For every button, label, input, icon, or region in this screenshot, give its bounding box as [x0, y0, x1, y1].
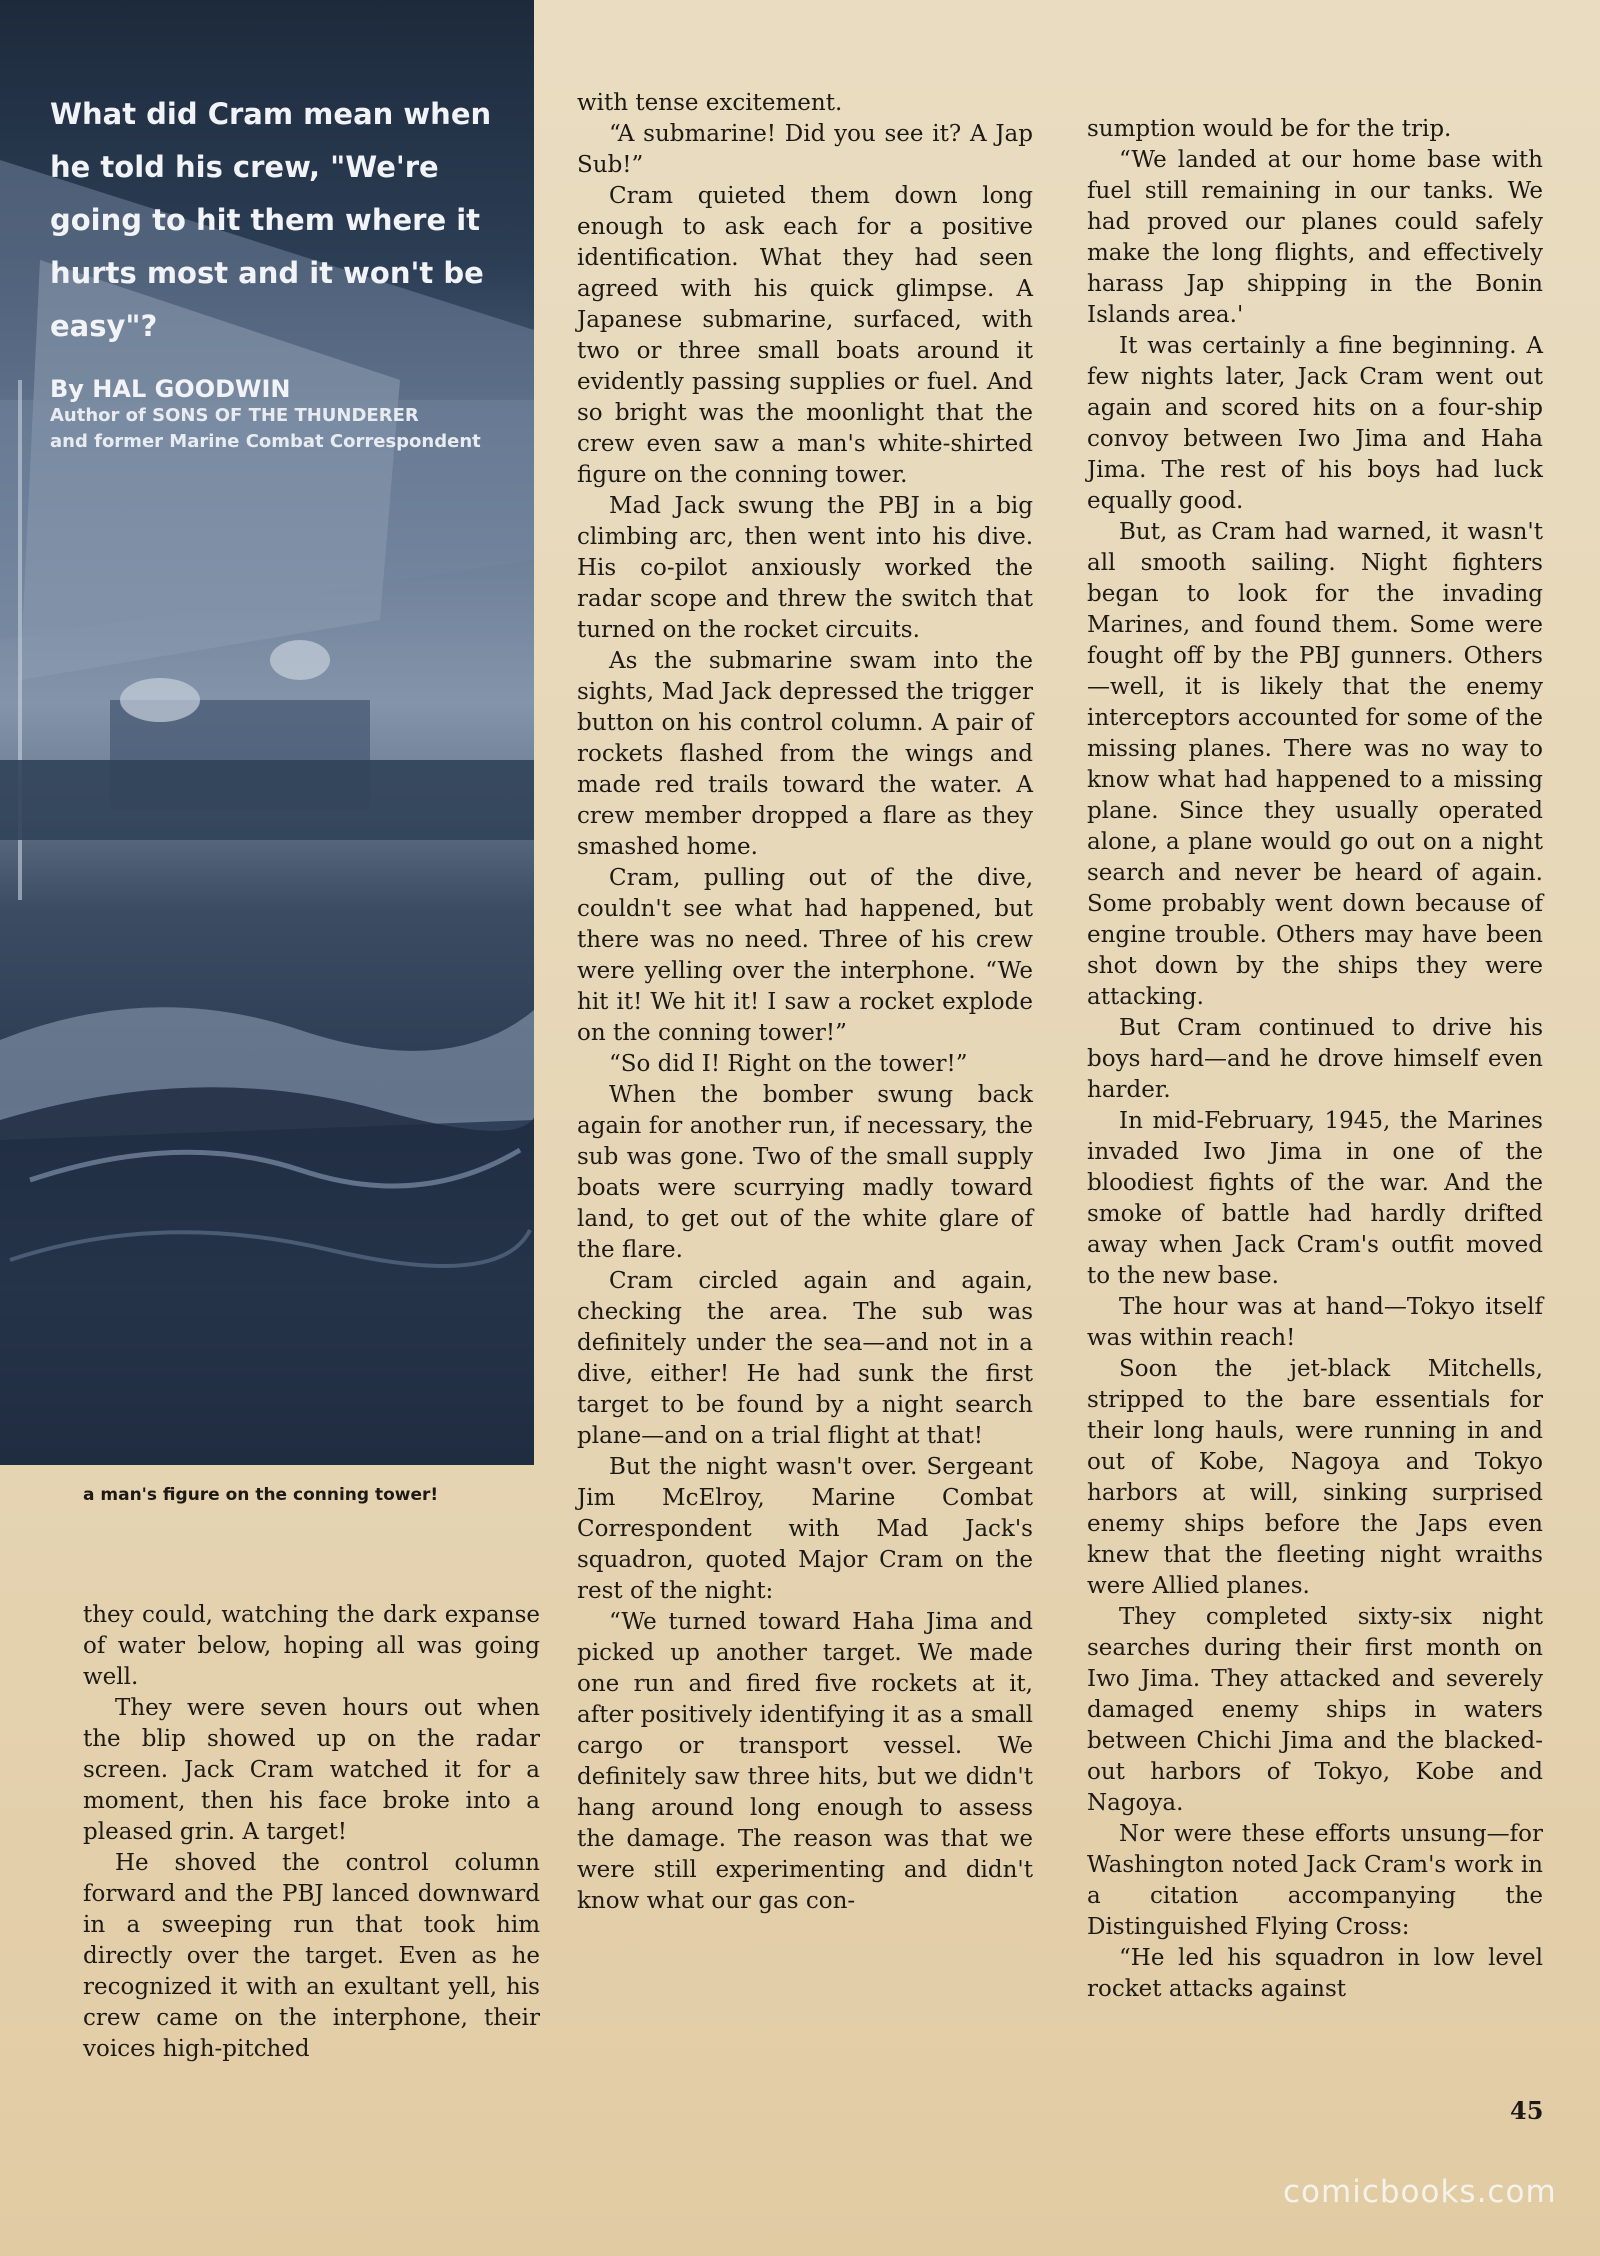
paragraph: Soon the jet-black Mitchells, stripped to the bare essentials for their long hauls, were running in and out of Kobe, Nagoya and Tokyo harbors at will, sinking surprised enemy ships before the Japs even knew that the fleeting night wraiths were Allied planes.: [1087, 1356, 1543, 1599]
paragraph: sumption would be for the trip.: [1087, 116, 1452, 142]
author-credit-2: and former Marine Combat Correspondent: [50, 431, 481, 452]
site-watermark: comicbooks.com: [1283, 2174, 1557, 2210]
paragraph: Mad Jack swung the PBJ in a big climbing arc, then went into his dive. His co-pilot anxiously worked the radar scope and threw the switch that turned on the rocket circuits.: [577, 493, 1033, 643]
paragraph: But the night wasn't over. Sergeant Jim McElroy, Marine Combat Correspondent with Mad Jack's squadron, quoted Major Cram on the rest of the night:: [577, 1454, 1033, 1604]
intro-question: What did Cram mean when he told his crew, "We're going to hit them where it hurts most and it won't be easy"?: [50, 97, 492, 343]
paragraph: “A submarine! Did you see it? A Jap Sub!”: [577, 121, 1033, 178]
paragraph: “We turned toward Haha Jima and picked up another target. We made one run and fired five rockets at it, after positively identifying it as a small cargo or transport vessel. We definitely saw three hits, but we didn't hang around long enough to assess the damage. The reason was that we were still experimenting and didn't know what our gas con-: [577, 1609, 1033, 1914]
author-byline: By HAL GOODWIN: [50, 375, 291, 403]
paragraph: It was certainly a fine beginning. A few nights later, Jack Cram went out again and scored hits on a four-ship convoy between Iwo Jima and Haha Jima. The rest of his boys had luck equally good.: [1087, 333, 1543, 514]
paragraph: They completed sixty-six night searches during their first month on Iwo Jima. They attacked and severely damaged enemy ships in waters between Chichi Jima and the blacked-out harbors of Tokyo, Kobe and Nagoya.: [1087, 1604, 1543, 1816]
paragraph: But Cram continued to drive his boys hard—and he drove himself even harder.: [1087, 1015, 1543, 1103]
illustration-caption: a man's figure on the conning tower!: [83, 1485, 439, 1505]
paragraph: He shoved the control column forward and the PBJ lanced downward in a sweeping run that took him directly over the target. Even as he recognized it with an exultant yell, his crew came on the interphone, their voices high-pitched: [83, 1850, 540, 2062]
paragraph: they could, watching the dark expanse of water below, hoping all was going well.: [83, 1602, 540, 1690]
page-number: 45: [1510, 2096, 1544, 2125]
intro-text-block: [50, 88, 520, 455]
paragraph: But, as Cram had warned, it wasn't all smooth sailing. Night fighters began to look for the invading Marines, and found them. Some were fought off by the PBJ gunners. Others—well, it is likely that the enemy interceptors accounted for some of the missing planes. There was no way to know what had happened to a missing plane. Since they usually operated alone, a plane would go out on a night search and never be heard of again. Some probably went down because of engine trouble. Others may have been shot down by the ships they were attacking.: [1087, 519, 1543, 1010]
paragraph: with tense excitement.: [577, 90, 843, 116]
paragraph: They were seven hours out when the blip showed up on the radar screen. Jack Cram watched it for a moment, then his face broke into a pleased grin. A target!: [83, 1695, 540, 1845]
author-credit-1: Author of SONS OF THE THUNDERER: [50, 405, 419, 426]
paragraph: “So did I! Right on the tower!”: [609, 1051, 968, 1077]
illustration: [0, 0, 534, 1465]
paragraph: When the bomber swung back again for another run, if necessary, the sub was gone. Two of the small supply boats were scurrying madly toward land, to get out of the white glare of the flare.: [577, 1082, 1033, 1263]
article-column-1: [83, 1600, 540, 2065]
paragraph: Cram, pulling out of the dive, couldn't see what had happened, but there was no need. Three of his crew were yelling over the interphone. “We hit it! We hit it! I saw a rocket explode on the conning tower!”: [577, 865, 1033, 1046]
paragraph: “We landed at our home base with fuel still remaining in our tanks. We had proved our planes could safely make the long flights, and effectively harass Jap shipping in the Bonin Islands area.': [1087, 147, 1543, 328]
paragraph: In mid-February, 1945, the Marines invaded Iwo Jima in one of the bloodiest fights of the war. And the smoke of battle had hardly drifted away when Jack Cram's outfit moved to the new base.: [1087, 1108, 1543, 1289]
paragraph: As the submarine swam into the sights, Mad Jack depressed the trigger button on his control column. A pair of rockets flashed from the wings and made red trails toward the water. A crew member dropped a flare as they smashed home.: [577, 648, 1033, 860]
paragraph: Cram quieted them down long enough to ask each for a positive identification. What they had seen agreed with his quick glimpse. A Japanese submarine, surfaced, with two or three small boats around it evidently passing supplies or fuel. And so bright was the moonlight that the crew even saw a man's white-shirted figure on the conning tower.: [577, 183, 1033, 488]
article-column-2: [577, 88, 1033, 1917]
paragraph: “He led his squadron in low level rocket attacks against: [1087, 1945, 1543, 2002]
article-column-3: [1087, 114, 1543, 2005]
paragraph: Cram circled again and again, checking the area. The sub was definitely under the sea—and not in a dive, either! He had sunk the first target to be found by a night search plane—and on a trial flight at that!: [577, 1268, 1033, 1449]
paragraph: Nor were these efforts unsung—for Washington noted Jack Cram's work in a citation accompanying the Distinguished Flying Cross:: [1087, 1821, 1543, 1940]
paragraph: The hour was at hand—Tokyo itself was within reach!: [1087, 1294, 1543, 1351]
